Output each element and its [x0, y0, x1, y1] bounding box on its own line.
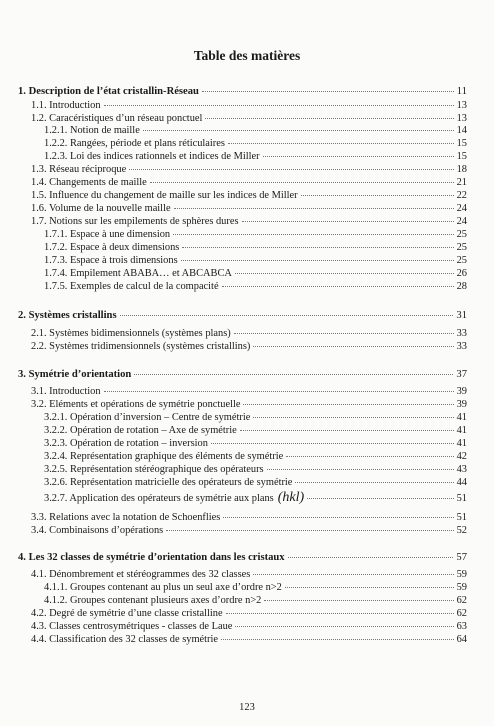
dot-leader	[235, 626, 453, 627]
toc-entry	[44, 412, 467, 424]
dot-leader	[295, 482, 453, 483]
toc-entry-title: 4.2. Degré de symétrie d’une classe cristalline	[31, 608, 223, 619]
toc-chapter	[18, 369, 467, 381]
toc-entry	[31, 608, 467, 620]
toc-chapter	[18, 310, 467, 322]
toc-entry-page: 28	[456, 281, 467, 292]
toc-entry-title: 1.7. Notions sur les empilements de sphères dures	[31, 216, 239, 227]
toc-entry-title: 3.2. Eléments et opérations de symétrie ponctuelle	[31, 399, 241, 410]
toc-entry-page: 21	[456, 177, 467, 188]
toc-chapter	[18, 86, 467, 98]
dot-leader	[253, 574, 453, 575]
toc-entry	[31, 203, 467, 215]
toc-entry-title: 1.7.1. Espace à une dimension	[44, 229, 171, 240]
dot-leader	[211, 443, 454, 444]
dot-leader	[205, 118, 453, 119]
toc-entry-page: 24	[456, 203, 467, 214]
toc-entry-title: 1.4. Changements de maille	[31, 177, 147, 188]
toc-entry-page: 64	[456, 634, 467, 645]
toc-entry-title: 1.5. Influence du changement de maille sur les indices de Miller	[31, 190, 298, 201]
dot-leader	[143, 130, 454, 131]
dot-leader	[234, 333, 454, 334]
toc-entry	[44, 281, 467, 293]
dot-leader	[267, 469, 454, 470]
toc-entry	[31, 525, 467, 537]
toc-entry	[44, 138, 467, 150]
toc-entry	[31, 621, 467, 633]
page-number: 123	[239, 702, 255, 713]
toc-entry-page: 51	[456, 493, 467, 504]
toc-entry	[44, 582, 467, 594]
toc-entry-title: 3.2.7. Application des opérateurs de symétrie aux plans	[44, 493, 274, 504]
toc-entry	[44, 151, 467, 163]
toc-entry-title: 3.1. Introduction	[31, 386, 101, 397]
toc-entry	[31, 164, 467, 176]
toc-entry-title: 3.2.2. Opération de rotation – Axe de symétrie	[44, 425, 237, 436]
toc-entry-title: 4.4. Classification des 32 classes de symétrie	[31, 634, 218, 645]
toc-entry-title: 1.7.5. Exemples de calcul de la compacité	[44, 281, 219, 292]
toc-entry-page: 15	[456, 151, 467, 162]
toc-entry-title: 1.7.4. Empilement ABABA… et ABCABCA	[44, 268, 232, 279]
dot-leader	[235, 273, 454, 274]
dot-leader	[150, 182, 454, 183]
toc-entry	[44, 242, 467, 254]
toc-entry	[44, 125, 467, 137]
dot-leader	[263, 156, 454, 157]
toc-entry	[44, 255, 467, 267]
dot-leader	[307, 498, 453, 499]
toc-entry	[44, 492, 467, 505]
toc-entry-title: 3.3. Relations avec la notation de Schoenflies	[31, 512, 221, 523]
toc-entry	[31, 328, 467, 340]
toc-entry-title: 3.2.3. Opération de rotation – inversion	[44, 438, 208, 449]
toc-entry-page: 22	[456, 190, 467, 201]
toc-entry-page: 42	[456, 451, 467, 462]
toc-entry-title: 4.3. Classes centrosymétriques - classes de Laue	[31, 621, 233, 632]
toc-entry	[31, 216, 467, 228]
toc-entry	[31, 569, 467, 581]
dot-leader	[174, 208, 454, 209]
toc-entry-page: 41	[456, 412, 467, 423]
toc-entry-title: 1.7.2. Espace à deux dimensions	[44, 242, 180, 253]
toc-entry-page: 37	[456, 369, 467, 380]
dot-leader	[134, 374, 453, 375]
toc-entry-page: 11	[456, 86, 467, 97]
toc-entry-page: 15	[456, 138, 467, 149]
toc-entry-page: 59	[456, 582, 467, 593]
toc-entry-title: 4.1. Dénombrement et stéréogrammes des 32 classes	[31, 569, 251, 580]
toc-entry-title: 2.1. Systèmes bidimensionnels (systèmes plans)	[31, 328, 231, 339]
toc-entry	[44, 425, 467, 437]
toc-entry-notation: (hkl)	[277, 490, 305, 505]
dot-leader	[173, 234, 454, 235]
toc-entry-title: 3.2.6. Représentation matricielle des opérateurs de symétrie	[44, 477, 293, 488]
toc-entry-title: 1.2.2. Rangées, période et plans réticulaires	[44, 138, 225, 149]
toc-entry-title: 3. Symétrie d’orientation	[18, 369, 132, 380]
toc-entry-page: 39	[456, 399, 467, 410]
dot-leader	[288, 557, 454, 558]
toc-entry-title: 3.2.4. Représentation graphique des éléments de symétrie	[44, 451, 284, 462]
dot-leader	[242, 221, 454, 222]
toc-entry-title: 4.1.1. Groupes contenant au plus un seul axe d’ordre n>2	[44, 582, 282, 593]
dot-leader	[166, 530, 453, 531]
toc-entry-title: 1.1. Introduction	[31, 100, 101, 111]
dot-leader	[104, 391, 454, 392]
dot-leader	[253, 417, 453, 418]
dot-leader	[129, 169, 453, 170]
toc-entry-page: 51	[456, 512, 467, 523]
dot-leader	[221, 639, 454, 640]
toc-entry	[44, 595, 467, 607]
toc-entry	[31, 100, 467, 112]
toc-entry-page: 57	[456, 552, 467, 563]
toc-entry-page: 41	[456, 425, 467, 436]
toc-entry-title: 1.3. Réseau réciproque	[31, 164, 127, 175]
toc-entry-title: 3.2.1. Opération d’inversion – Centre de symétrie	[44, 412, 251, 423]
toc-entry	[31, 113, 467, 125]
toc-entry-page: 52	[456, 525, 467, 536]
toc-entry	[44, 268, 467, 280]
dot-leader	[286, 456, 453, 457]
toc-entry	[31, 634, 467, 646]
toc-entry-title: 4. Les 32 classes de symétrie d’orientation dans les cristaux	[18, 552, 285, 563]
dot-leader	[223, 517, 453, 518]
toc-entry	[44, 464, 467, 476]
dot-leader	[181, 260, 454, 261]
toc-entry-page: 41	[456, 438, 467, 449]
toc-entry-page: 25	[456, 229, 467, 240]
toc-entry	[31, 399, 467, 411]
page-title: Table des matières	[193, 48, 301, 63]
toc-entry-page: 62	[456, 595, 467, 606]
dot-leader	[301, 195, 454, 196]
toc-entry-title: 3.2.5. Représentation stéréographique des opérateurs	[44, 464, 264, 475]
toc-entry	[44, 229, 467, 241]
toc-entry-page: 13	[456, 100, 467, 111]
toc-entry-title: 1. Description de l’état cristallin-Réseau	[18, 86, 199, 97]
toc-entry-title: 1.2.1. Notion de maille	[44, 125, 140, 136]
toc-entry-page: 43	[456, 464, 467, 475]
toc-entry-page: 44	[456, 477, 467, 488]
toc-entry-page: 31	[456, 310, 467, 321]
dot-leader	[240, 430, 454, 431]
toc-entry	[31, 512, 467, 524]
toc-entry-title: 1.2.3. Loi des indices rationnels et indices de Miller	[44, 151, 260, 162]
toc-entry-page: 33	[456, 328, 467, 339]
dot-leader	[182, 247, 453, 248]
toc-entry	[31, 386, 467, 398]
dot-leader	[226, 613, 454, 614]
dot-leader	[120, 315, 454, 316]
toc-entry-page: 25	[456, 255, 467, 266]
toc-entry-page: 13	[456, 113, 467, 124]
toc-entry-page: 18	[456, 164, 467, 175]
toc-entry-title: 2.2. Systèmes tridimensionnels (systèmes cristallins)	[31, 341, 251, 352]
toc-entry-page: 24	[456, 216, 467, 227]
dot-leader	[285, 587, 454, 588]
dot-leader	[222, 286, 454, 287]
toc-entry-page: 25	[456, 242, 467, 253]
dot-leader	[243, 404, 453, 405]
toc-entry	[44, 451, 467, 463]
toc-entry-title: 1.7.3. Espace à trois dimensions	[44, 255, 178, 266]
toc-chapter	[18, 552, 467, 564]
dot-leader	[264, 600, 453, 601]
toc-entry-page: 59	[456, 569, 467, 580]
dot-leader	[253, 346, 453, 347]
toc-entry-title: 3.4. Combinaisons d’opérations	[31, 525, 164, 536]
toc-entry	[44, 438, 467, 450]
toc-entry-page: 33	[456, 341, 467, 352]
toc-entry	[31, 341, 467, 353]
toc-entry	[31, 190, 467, 202]
toc-entry-page: 39	[456, 386, 467, 397]
toc-entry-page: 62	[456, 608, 467, 619]
dot-leader	[228, 143, 454, 144]
toc-entry-page: 14	[456, 125, 467, 136]
toc-entry-page: 63	[456, 621, 467, 632]
dot-leader	[104, 105, 454, 106]
toc-entry-title: 2. Systèmes cristallins	[18, 310, 117, 321]
toc-entry-title: 1.2. Caracéristiques d’un réseau ponctuel	[31, 113, 203, 124]
dot-leader	[202, 91, 454, 92]
toc-entry-page: 26	[456, 268, 467, 279]
toc-entry	[31, 177, 467, 189]
toc-entry	[44, 477, 467, 489]
toc-entry-title: 4.1.2. Groupes contenant plusieurs axes d’ordre n>2	[44, 595, 262, 606]
toc-entry-title: 1.6. Volume de la nouvelle maille	[31, 203, 171, 214]
